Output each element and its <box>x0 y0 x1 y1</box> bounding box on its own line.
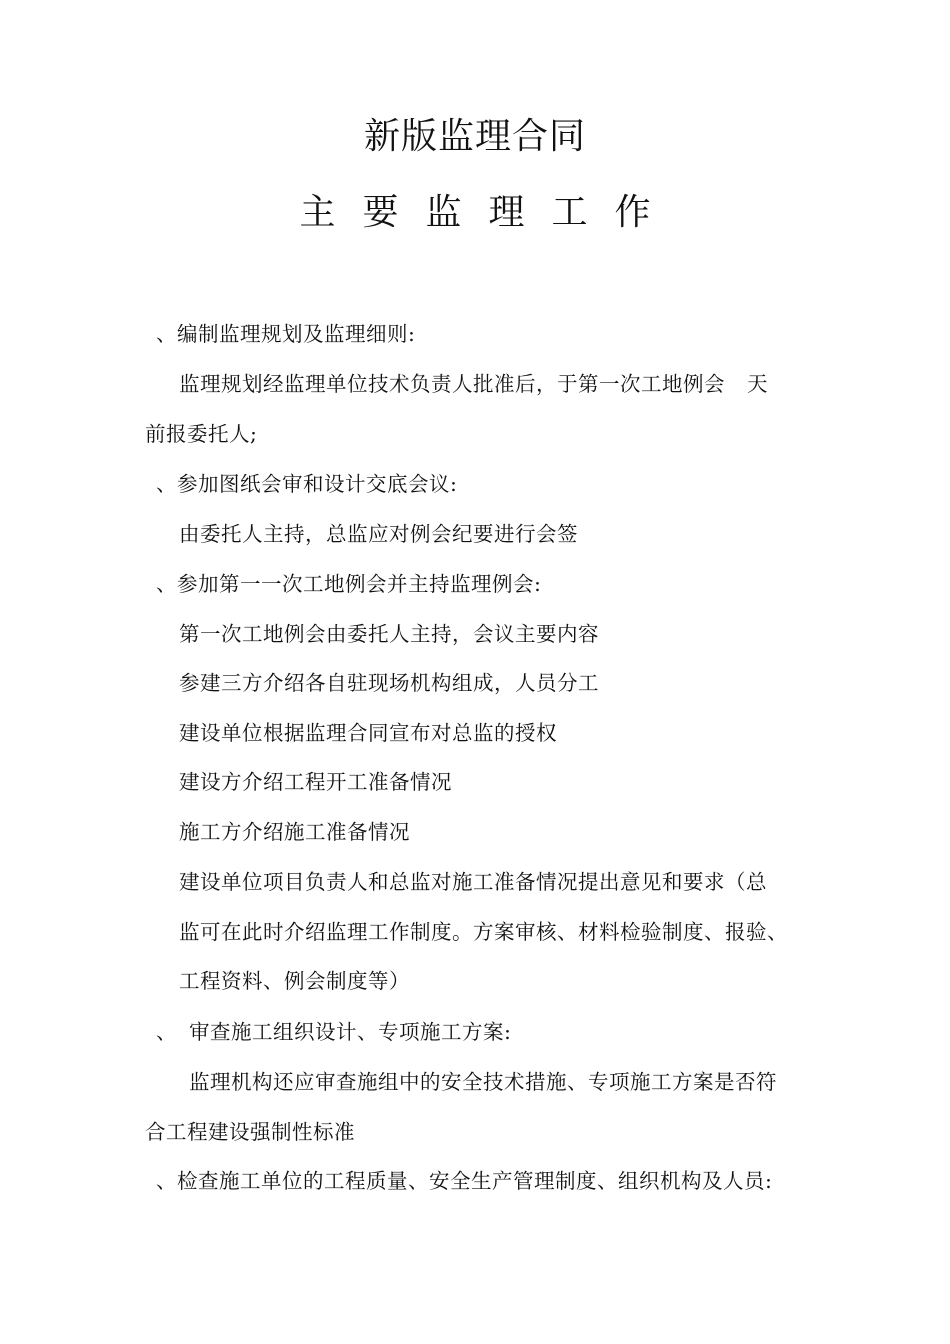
section-heading-5: 、检查施工单位的工程质量、安全生产管理制度、组织机构及人员: <box>156 1169 773 1193</box>
paragraph-line: 前报委托人; <box>145 422 258 446</box>
heading-text: 审查施工组织设计、专项施工方案: <box>189 1020 512 1044</box>
document-title: 新版监理合同 <box>363 116 586 157</box>
paragraph-line <box>179 370 768 398</box>
document-subtitle: 主要监理工作 <box>299 192 678 233</box>
section-heading-4 <box>156 1018 511 1046</box>
paragraph-line: 监可在此时介绍监理工作制度。方案审核、材料检验制度、报验、 <box>179 920 788 944</box>
paragraph-line: 由委托人主持，总监应对例会纪要进行会签 <box>179 522 578 546</box>
paragraph-line: 合工程建设强制性标准 <box>145 1120 355 1144</box>
heading-mark: 、 <box>156 1020 177 1044</box>
paragraph-line: 建设单位根据监理合同宣布对总监的授权 <box>179 721 557 745</box>
section-heading-1: 、编制监理规划及监理细则: <box>156 322 416 346</box>
section-heading-3: 、参加第一一次工地例会并主持监理例会: <box>156 572 542 596</box>
paragraph-line: 建设方介绍工程开工准备情况 <box>179 770 452 794</box>
paragraph-text: 监理规划经监理单位技术负责人批准后，于第一次工地例会 <box>179 372 725 396</box>
paragraph-text-tail: 天 <box>747 372 768 396</box>
paragraph-line: 施工方介绍施工准备情况 <box>179 820 410 844</box>
paragraph-line: 工程资料、例会制度等） <box>179 969 410 993</box>
paragraph-line: 参建三方介绍各自驻现场机构组成，人员分工 <box>179 671 599 695</box>
section-heading-2: 、参加图纸会审和设计交底会议: <box>156 472 458 496</box>
paragraph-line: 监理机构还应审查施组中的安全技术措施、专项施工方案是否符 <box>189 1070 777 1094</box>
paragraph-line: 建设单位项目负责人和总监对施工准备情况提出意见和要求（总 <box>179 870 767 894</box>
paragraph-line: 第一次工地例会由委托人主持，会议主要内容 <box>179 622 599 646</box>
